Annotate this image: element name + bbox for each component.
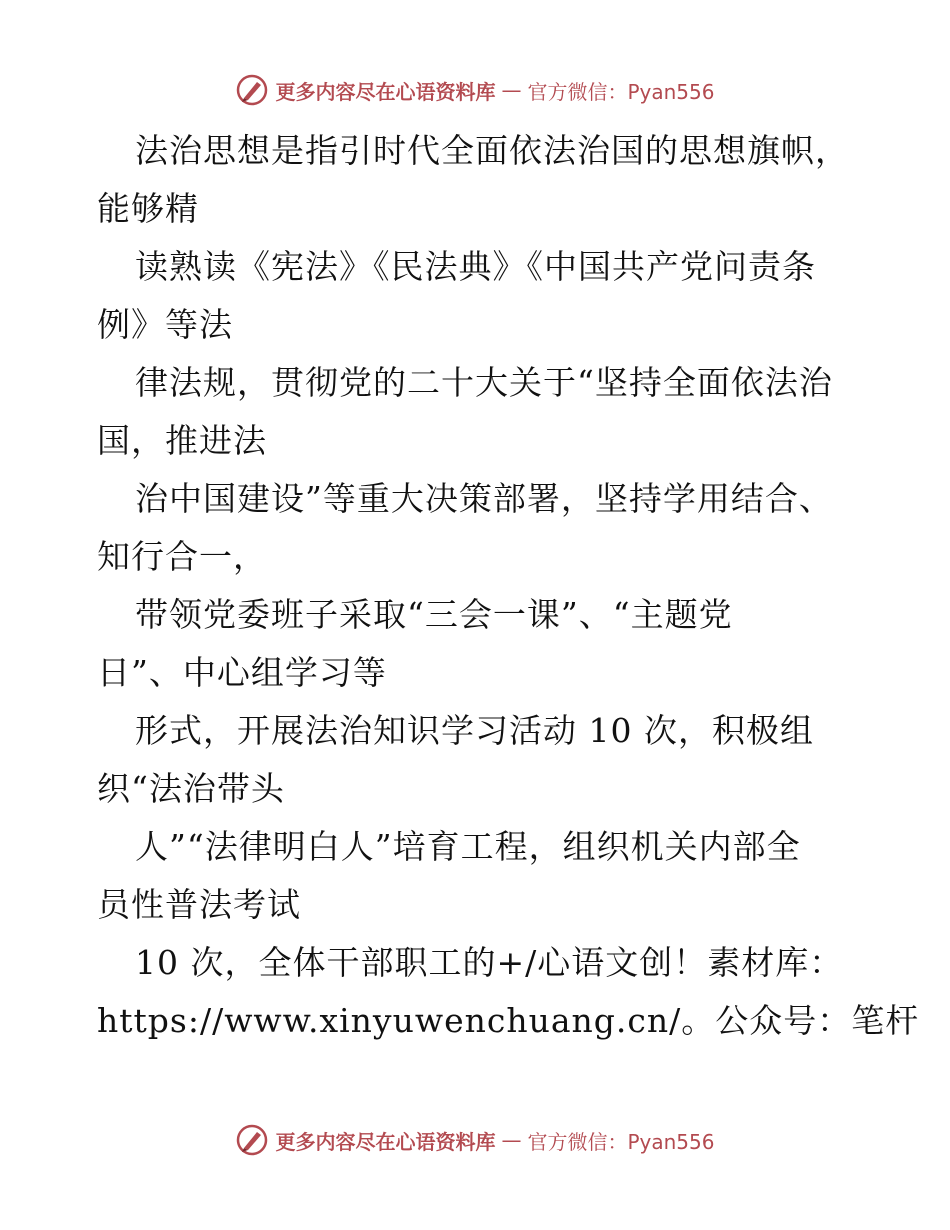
body-line: 带领党委班子采取“三会一课”、“主题党 (135, 595, 733, 634)
footer-banner (0, 1120, 950, 1160)
header-wechat: 官方微信：Pyan556 (527, 79, 715, 104)
body-line: 知行合一， (97, 537, 267, 576)
footer-wechat: 官方微信：Pyan556 (527, 1129, 715, 1154)
footer-separator: — (501, 1128, 522, 1152)
header-banner-text: 更多内容尽在心语资料库 (275, 79, 496, 104)
body-line: 律法规，贯彻党的二十大关于“坚持全面依法治 (135, 363, 833, 402)
header-separator: — (501, 78, 522, 102)
footer-banner-text: 更多内容尽在心语资料库 (275, 1129, 496, 1154)
body-line: 例》等法 (97, 305, 233, 344)
body-line: 日”、中心组学习等 (97, 653, 387, 692)
body-line: 法治思想是指引时代全面依法治国的思想旗帜， (135, 131, 849, 170)
body-line: 读熟读《宪法》《民法典》《中国共产党问责条 (135, 247, 816, 286)
document-body (97, 122, 920, 1050)
body-line: 能够精 (97, 189, 199, 228)
pen-logo-icon (235, 73, 269, 107)
body-line: 10 次，全体干部职工的+/心语文创！素材库： (135, 943, 844, 982)
body-line: 人”“法律明白人”培育工程，组织机关内部全 (135, 827, 801, 866)
body-line: https://www.xinyuwenchuang.cn/。公众号：笔杆 (97, 1001, 920, 1040)
body-line: 织“法治带头 (97, 769, 285, 808)
header-banner (0, 70, 950, 110)
body-line: 国，推进法 (97, 421, 267, 460)
pen-logo-icon (235, 1123, 269, 1157)
body-line: 形式，开展法治知识学习活动 10 次，积极组 (135, 711, 814, 750)
body-line: 员性普法考试 (97, 885, 301, 924)
body-line: 治中国建设”等重大决策部署，坚持学用结合、 (135, 479, 833, 518)
